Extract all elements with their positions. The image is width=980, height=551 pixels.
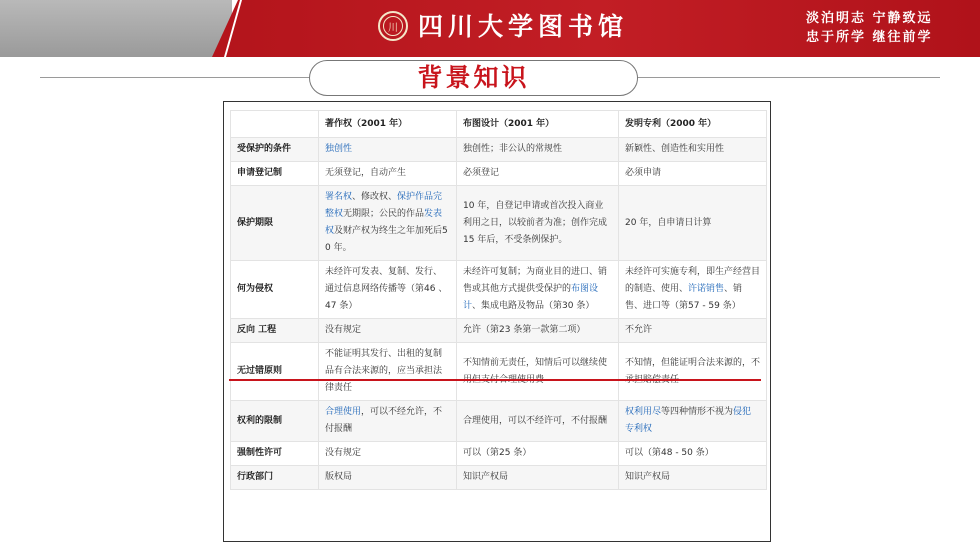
motto-line-2: 忠于所学 继往前学 [806,30,933,45]
row-header-cell: 强制性许可 [231,442,319,466]
table-row [231,162,767,186]
cell-text: 无须登记，自动产生 [325,168,407,178]
cell-text: 合理使用，可以不经许可，不付报酬 [463,415,608,426]
table-header-cell: 布图设计（2001 年） [457,111,619,138]
school-motto [806,9,946,47]
term-link[interactable]: 独创性 [325,144,353,154]
cell-text: 可以（第48 - 50 条） [625,448,714,458]
table-header-cell: 著作权（2001 年） [319,111,457,138]
table-cell [457,138,619,162]
cell-text: 未经许可发表、复制、发行、通过信息网络传播等（第46 、47 条） [325,267,448,311]
table-header-cell [231,111,319,138]
cell-text: 、集成电路及物品（第30 条） [472,301,595,311]
table-cell [457,343,619,401]
cell-text: 未经许可复制；为商业目的进口、销售或其他方式提供受保护的 [463,267,608,294]
term-link[interactable]: 侵犯专利权 [625,407,752,434]
table-row [231,138,767,162]
row-header-cell: 反向 工程 [231,319,319,343]
table-row [231,401,767,442]
cell-text: 、销售、进口等（第57 - 59 条） [625,284,743,311]
header-gray-band [0,0,232,57]
table-cell [319,401,457,442]
table-cell [319,261,457,319]
cell-text: 未经许可实施专利，即生产经营目的制造、使用、 [625,267,761,294]
row-header-cell: 何为侵权 [231,261,319,319]
cell-text: 知识产权局 [625,472,671,482]
cell-text: 不能证明其发行、出租的复制品有合法来源的，应当承担法律责任 [325,349,443,393]
cell-text: 无期限；公民的作品 [343,209,425,219]
cell-text: 20 年，自申请日计算 [625,217,712,228]
cell-text: 可以（第25 条） [463,448,532,458]
row-header-cell: 行政部门 [231,466,319,490]
cell-text: 新颖性、创造性和实用性 [625,144,725,154]
term-link[interactable]: 合理使用 [325,407,362,417]
table-cell [457,162,619,186]
term-link[interactable]: 许诺销售 [688,284,725,294]
row-header-cell: 受保护的条件 [231,138,319,162]
cell-text: 及财产权为终生之年加死后50 年。 [325,226,448,253]
row-header-cell: 权利的限制 [231,401,319,442]
table-cell [319,343,457,401]
cell-text: 没有规定 [325,448,362,458]
library-seal-icon [378,11,408,41]
table-cell [319,466,457,490]
table-cell [619,401,767,442]
cell-text: ，可以不经允许，不付报酬 [325,407,443,434]
term-link[interactable]: 署名权 [325,192,353,202]
term-link[interactable]: 发表权 [325,209,443,236]
table-row [231,319,767,343]
library-logo-text: 四川大学图书馆 [418,12,629,41]
table-cell [619,466,767,490]
table-cell [457,186,619,261]
table-cell [319,319,457,343]
row-header-cell: 申请登记制 [231,162,319,186]
library-seal-glyph: 川 [383,16,403,36]
table-cell [319,162,457,186]
cell-text: 独创性；非公认的常规性 [463,144,563,154]
table-cell [457,261,619,319]
term-link[interactable]: 布图设计 [463,284,599,311]
table-header-cell: 发明专利（2000 年） [619,111,767,138]
table-cell [457,442,619,466]
table-row [231,186,767,261]
cell-text: 必须登记 [463,168,500,178]
comparison-table [230,110,767,490]
table-row [231,466,767,490]
table-cell [457,466,619,490]
highlight-underline [229,379,761,381]
cell-text: 必须申请 [625,168,662,178]
table-cell [457,401,619,442]
cell-text: 版权局 [325,472,353,482]
page-title: 背景知识 [309,60,638,96]
table-cell [619,343,767,401]
table-row [231,442,767,466]
row-header-cell[interactable]: 无过错原则 [231,343,319,401]
term-link[interactable]: 保护作品完整权 [325,192,443,219]
row-header-cell: 保护期限 [231,186,319,261]
cell-text: 不知情，但能证明合法来源的，不 [625,357,761,368]
table-cell [457,319,619,343]
table-row [231,343,767,401]
cell-text: 10 年，自登记申请或首次投入商业利用之日，以较前者为准；创作完成15 年后，不受条例保护。 [463,200,608,245]
table-header-row [231,111,767,138]
cell-text: 不允许 [625,325,653,335]
cell-text: 、修改权、 [352,192,398,202]
table-cell [619,162,767,186]
cell-text: 允许（第23 条第一款第二项） [463,325,586,335]
cell-text: 等四种情形不视为 [661,407,734,417]
comparison-table-panel [223,101,771,542]
table-cell [619,319,767,343]
term-link[interactable]: 权利用尽 [625,407,662,417]
table-row [231,261,767,319]
table-cell [619,186,767,261]
cell-text: 没有规定 [325,325,362,335]
table-cell [319,186,457,261]
table-cell [319,442,457,466]
cell-text: 不知情前无责任，知情后可以继续使 [463,357,608,368]
table-cell [619,261,767,319]
table-cell [619,442,767,466]
motto-line-1: 淡泊明志 宁静致远 [806,11,933,26]
table-cell [619,138,767,162]
cell-text: 知识产权局 [463,472,509,482]
table-cell [319,138,457,162]
